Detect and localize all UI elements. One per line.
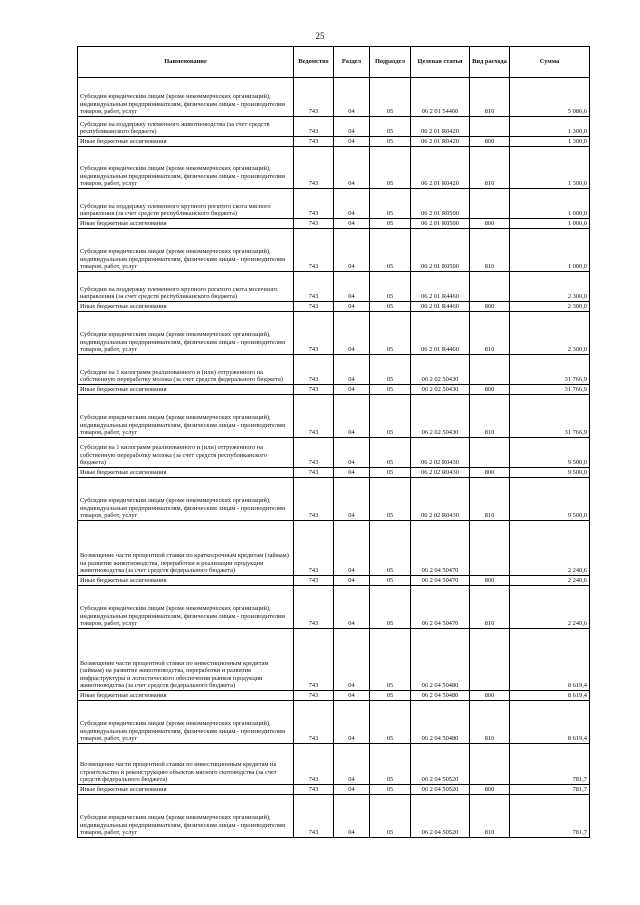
cell-name: Иные бюджетные ассигнования <box>78 385 294 395</box>
cell-name: Иные бюджетные ассигнования <box>78 302 294 312</box>
cell-subsection: 05 <box>370 385 411 395</box>
cell-expense-type: 810 <box>470 229 510 272</box>
cell-expense-type: 810 <box>470 147 510 189</box>
cell-subsection: 05 <box>370 586 411 629</box>
header-expense-type: Вид расхода <box>470 47 510 78</box>
cell-amount: 8 619,4 <box>510 629 590 691</box>
cell-expense-type: 800 <box>470 468 510 478</box>
cell-expense-type: 800 <box>470 691 510 701</box>
cell-dept: 743 <box>294 701 334 744</box>
cell-expense-type: 800 <box>470 385 510 395</box>
cell-subsection: 05 <box>370 438 411 468</box>
cell-target-article: 06 2 01 R0420 <box>411 117 470 137</box>
cell-expense-type <box>470 521 510 576</box>
cell-section: 04 <box>334 395 370 438</box>
cell-target-article: 06 2 01 R4460 <box>411 302 470 312</box>
cell-dept: 743 <box>294 219 334 229</box>
cell-target-article: 06 2 04 50480 <box>411 691 470 701</box>
cell-dept: 743 <box>294 586 334 629</box>
cell-dept: 743 <box>294 629 334 691</box>
header-name: Наименование <box>78 47 294 78</box>
cell-dept: 743 <box>294 272 334 302</box>
cell-amount: 2 240,6 <box>510 586 590 629</box>
cell-name: Иные бюджетные ассигнования <box>78 576 294 586</box>
cell-section: 04 <box>334 312 370 355</box>
cell-expense-type <box>470 629 510 691</box>
table-row <box>78 312 590 355</box>
cell-subsection: 05 <box>370 219 411 229</box>
cell-name: Субсидии юридическим лицам (кроме некоммерческих организаций), индивидуальным предпринимателям, физическим лицам - производителям товаров, работ, услуг <box>78 147 294 189</box>
cell-target-article: 06 2 04 50480 <box>411 629 470 691</box>
cell-dept: 743 <box>294 189 334 219</box>
cell-subsection: 05 <box>370 117 411 137</box>
table-row <box>78 147 590 189</box>
cell-target-article: 06 2 01 R0420 <box>411 147 470 189</box>
cell-section: 04 <box>334 795 370 838</box>
table-row <box>78 229 590 272</box>
cell-name: Субсидии на поддержку племенного крупного рогатого скота мясного направления (за счет средств республиканского бюджета) <box>78 189 294 219</box>
cell-expense-type <box>470 189 510 219</box>
budget-table <box>77 46 590 838</box>
cell-name: Возмещение части процентной ставки по инвестиционным кредитам (займам) на развитие животноводства, переработки и развития инфраструктуры и логистического обеспечения рынков продукции животноводства (за счет средств федерального бюджета) <box>78 629 294 691</box>
cell-dept: 743 <box>294 147 334 189</box>
table-body <box>78 78 590 838</box>
cell-target-article: 06 2 04 50520 <box>411 744 470 785</box>
cell-expense-type: 800 <box>470 137 510 147</box>
cell-name: Субсидии юридическим лицам (кроме некоммерческих организаций), индивидуальным предпринимателям, физическим лицам - производителям товаров, работ, услуг <box>78 795 294 838</box>
cell-dept: 743 <box>294 478 334 521</box>
cell-expense-type: 810 <box>470 586 510 629</box>
cell-section: 04 <box>334 219 370 229</box>
cell-amount: 1 300,0 <box>510 147 590 189</box>
cell-name: Субсидии юридическим лицам (кроме некоммерческих организаций), индивидуальным предпринимателям, физическим лицам - производителям товаров, работ, услуг <box>78 478 294 521</box>
cell-section: 04 <box>334 478 370 521</box>
cell-subsection: 05 <box>370 312 411 355</box>
cell-dept: 743 <box>294 521 334 576</box>
table-row <box>78 385 590 395</box>
cell-name: Субсидии юридическим лицам (кроме некоммерческих организаций), индивидуальным предпринимателям, физическим лицам - производителям товаров, работ, услуг <box>78 586 294 629</box>
cell-amount: 2 240,6 <box>510 576 590 586</box>
page-number: 25 <box>315 31 325 41</box>
cell-target-article: 06 2 04 50520 <box>411 795 470 838</box>
cell-target-article: 06 2 01 R4460 <box>411 272 470 302</box>
header-subsection: Подраздел <box>370 47 411 78</box>
cell-target-article: 06 2 02 50430 <box>411 385 470 395</box>
cell-subsection: 05 <box>370 478 411 521</box>
cell-section: 04 <box>334 691 370 701</box>
cell-dept: 743 <box>294 229 334 272</box>
cell-name: Субсидии на поддержку племенного животноводства (за счет средств республиканского бюджета) <box>78 117 294 137</box>
cell-amount: 1 300,0 <box>510 117 590 137</box>
table-row <box>78 785 590 795</box>
cell-expense-type <box>470 355 510 385</box>
cell-target-article: 06 2 02 R0430 <box>411 468 470 478</box>
cell-subsection: 05 <box>370 395 411 438</box>
table-row <box>78 395 590 438</box>
cell-subsection: 05 <box>370 629 411 691</box>
cell-subsection: 05 <box>370 785 411 795</box>
table-row <box>78 744 590 785</box>
table-row <box>78 117 590 137</box>
cell-expense-type <box>470 117 510 137</box>
cell-expense-type: 810 <box>470 312 510 355</box>
cell-amount: 2 300,0 <box>510 312 590 355</box>
cell-dept: 743 <box>294 78 334 117</box>
table-row <box>78 355 590 385</box>
table-row <box>78 701 590 744</box>
cell-amount: 2 300,0 <box>510 302 590 312</box>
cell-expense-type: 810 <box>470 395 510 438</box>
cell-name: Иные бюджетные ассигнования <box>78 137 294 147</box>
cell-expense-type <box>470 272 510 302</box>
cell-dept: 743 <box>294 395 334 438</box>
cell-amount: 8 619,4 <box>510 691 590 701</box>
cell-name: Иные бюджетные ассигнования <box>78 219 294 229</box>
cell-name: Субсидии юридическим лицам (кроме некоммерческих организаций), индивидуальным предпринимателям, физическим лицам - производителям товаров, работ, услуг <box>78 229 294 272</box>
cell-subsection: 05 <box>370 468 411 478</box>
cell-section: 04 <box>334 189 370 219</box>
cell-section: 04 <box>334 701 370 744</box>
cell-expense-type: 810 <box>470 78 510 117</box>
cell-target-article: 06 2 04 50470 <box>411 576 470 586</box>
cell-amount: 2 300,0 <box>510 272 590 302</box>
header-dept: Ведомство <box>294 47 334 78</box>
table-row <box>78 78 590 117</box>
table-row <box>78 629 590 691</box>
cell-expense-type <box>470 744 510 785</box>
cell-section: 04 <box>334 586 370 629</box>
header-target-article: Целевая статья <box>411 47 470 78</box>
cell-dept: 743 <box>294 312 334 355</box>
cell-name: Субсидии юридическим лицам (кроме некоммерческих организаций), индивидуальным предпринимателям, физическим лицам - производителям товаров, работ, услуг <box>78 312 294 355</box>
cell-amount: 8 619,4 <box>510 701 590 744</box>
cell-expense-type: 810 <box>470 795 510 838</box>
cell-subsection: 05 <box>370 355 411 385</box>
cell-dept: 743 <box>294 744 334 785</box>
cell-name: Субсидии юридическим лицам (кроме некоммерческих организаций), индивидуальным предпринимателям, физическим лицам - производителям товаров, работ, услуг <box>78 395 294 438</box>
cell-expense-type: 800 <box>470 785 510 795</box>
cell-subsection: 05 <box>370 137 411 147</box>
cell-target-article: 06 2 04 50480 <box>411 701 470 744</box>
cell-section: 04 <box>334 629 370 691</box>
cell-expense-type: 810 <box>470 478 510 521</box>
cell-amount: 31 766,9 <box>510 385 590 395</box>
cell-section: 04 <box>334 229 370 272</box>
cell-expense-type: 800 <box>470 576 510 586</box>
table-header-row <box>78 47 590 78</box>
table-row <box>78 219 590 229</box>
cell-expense-type <box>470 438 510 468</box>
cell-amount: 1 000,0 <box>510 229 590 272</box>
cell-section: 04 <box>334 147 370 189</box>
cell-section: 04 <box>334 785 370 795</box>
cell-section: 04 <box>334 78 370 117</box>
cell-expense-type: 810 <box>470 701 510 744</box>
cell-target-article: 06 2 01 R4460 <box>411 312 470 355</box>
cell-amount: 9 500,0 <box>510 438 590 468</box>
cell-target-article: 06 2 02 50430 <box>411 355 470 385</box>
cell-dept: 743 <box>294 795 334 838</box>
table-row <box>78 272 590 302</box>
cell-section: 04 <box>334 355 370 385</box>
cell-section: 04 <box>334 438 370 468</box>
cell-subsection: 05 <box>370 576 411 586</box>
table-row <box>78 468 590 478</box>
cell-section: 04 <box>334 744 370 785</box>
cell-target-article: 06 2 01 R0420 <box>411 137 470 147</box>
table-row <box>78 137 590 147</box>
cell-name: Возмещение части процентной ставки по краткосрочным кредитам (займам) на развитие животноводства, переработки и реализации продукции животноводства (за счет средств федерального бюджета) <box>78 521 294 576</box>
cell-dept: 743 <box>294 137 334 147</box>
cell-amount: 5 086,6 <box>510 78 590 117</box>
cell-section: 04 <box>334 521 370 576</box>
cell-target-article: 06 2 01 R0500 <box>411 219 470 229</box>
cell-section: 04 <box>334 576 370 586</box>
cell-target-article: 06 2 02 R0430 <box>411 478 470 521</box>
cell-section: 04 <box>334 272 370 302</box>
cell-dept: 743 <box>294 691 334 701</box>
cell-subsection: 05 <box>370 302 411 312</box>
cell-amount: 9 500,0 <box>510 478 590 521</box>
cell-section: 04 <box>334 302 370 312</box>
cell-target-article: 06 2 01 R0500 <box>411 229 470 272</box>
cell-section: 04 <box>334 385 370 395</box>
cell-dept: 743 <box>294 385 334 395</box>
cell-target-article: 06 2 02 R0430 <box>411 438 470 468</box>
cell-dept: 743 <box>294 468 334 478</box>
cell-target-article: 06 2 04 50470 <box>411 586 470 629</box>
cell-subsection: 05 <box>370 272 411 302</box>
cell-amount: 1 000,0 <box>510 219 590 229</box>
table-row <box>78 795 590 838</box>
cell-target-article: 06 2 04 50470 <box>411 521 470 576</box>
cell-name: Субсидии на 1 килограмм реализованного и (или) отгруженного на собственную переработку молока (за счет средств республиканского бюджета) <box>78 438 294 468</box>
cell-amount: 1 000,0 <box>510 189 590 219</box>
cell-name: Субсидии на поддержку племенного крупного рогатого скота молочного направления (за счет средств республиканского бюджета) <box>78 272 294 302</box>
cell-name: Иные бюджетные ассигнования <box>78 691 294 701</box>
cell-name: Иные бюджетные ассигнования <box>78 785 294 795</box>
cell-dept: 743 <box>294 785 334 795</box>
table-row <box>78 189 590 219</box>
table-row <box>78 438 590 468</box>
cell-amount: 31 766,9 <box>510 355 590 385</box>
cell-subsection: 05 <box>370 78 411 117</box>
cell-subsection: 05 <box>370 189 411 219</box>
cell-subsection: 05 <box>370 691 411 701</box>
table-row <box>78 478 590 521</box>
cell-subsection: 05 <box>370 795 411 838</box>
cell-amount: 2 240,6 <box>510 521 590 576</box>
cell-section: 04 <box>334 137 370 147</box>
table-row <box>78 586 590 629</box>
cell-section: 04 <box>334 468 370 478</box>
table-row <box>78 302 590 312</box>
cell-dept: 743 <box>294 117 334 137</box>
cell-amount: 781,7 <box>510 744 590 785</box>
cell-name: Субсидии юридическим лицам (кроме некоммерческих организаций), индивидуальным предпринимателям, физическим лицам - производителям товаров, работ, услуг <box>78 78 294 117</box>
cell-target-article: 06 2 04 50520 <box>411 785 470 795</box>
cell-subsection: 05 <box>370 229 411 272</box>
table-row <box>78 691 590 701</box>
cell-target-article: 06 2 01 54460 <box>411 78 470 117</box>
cell-dept: 743 <box>294 355 334 385</box>
cell-name: Субсидии юридическим лицам (кроме некоммерческих организаций), индивидуальным предпринимателям, физическим лицам - производителям товаров, работ, услуг <box>78 701 294 744</box>
header-section: Раздел <box>334 47 370 78</box>
cell-expense-type: 800 <box>470 302 510 312</box>
cell-subsection: 05 <box>370 744 411 785</box>
cell-target-article: 06 2 02 50430 <box>411 395 470 438</box>
cell-dept: 743 <box>294 576 334 586</box>
cell-dept: 743 <box>294 302 334 312</box>
cell-expense-type: 800 <box>470 219 510 229</box>
cell-target-article: 06 2 01 R0500 <box>411 189 470 219</box>
cell-dept: 743 <box>294 438 334 468</box>
header-amount: Сумма <box>510 47 590 78</box>
cell-section: 04 <box>334 117 370 137</box>
cell-amount: 781,7 <box>510 795 590 838</box>
cell-amount: 1 300,0 <box>510 137 590 147</box>
cell-name: Возмещение части процентной ставки по инвестиционным кредитам на строительство и реконструкцию объектов мясного скотоводства (за счет средств федерального бюджета) <box>78 744 294 785</box>
cell-subsection: 05 <box>370 701 411 744</box>
cell-name: Иные бюджетные ассигнования <box>78 468 294 478</box>
table-row <box>78 576 590 586</box>
cell-amount: 781,7 <box>510 785 590 795</box>
cell-name: Субсидии на 1 килограмм реализованного и (или) отгруженного на собственную переработку молока (за счет средств федерального бюджета) <box>78 355 294 385</box>
cell-amount: 31 766,9 <box>510 395 590 438</box>
cell-subsection: 05 <box>370 521 411 576</box>
cell-subsection: 05 <box>370 147 411 189</box>
cell-amount: 9 500,0 <box>510 468 590 478</box>
table-row <box>78 521 590 576</box>
